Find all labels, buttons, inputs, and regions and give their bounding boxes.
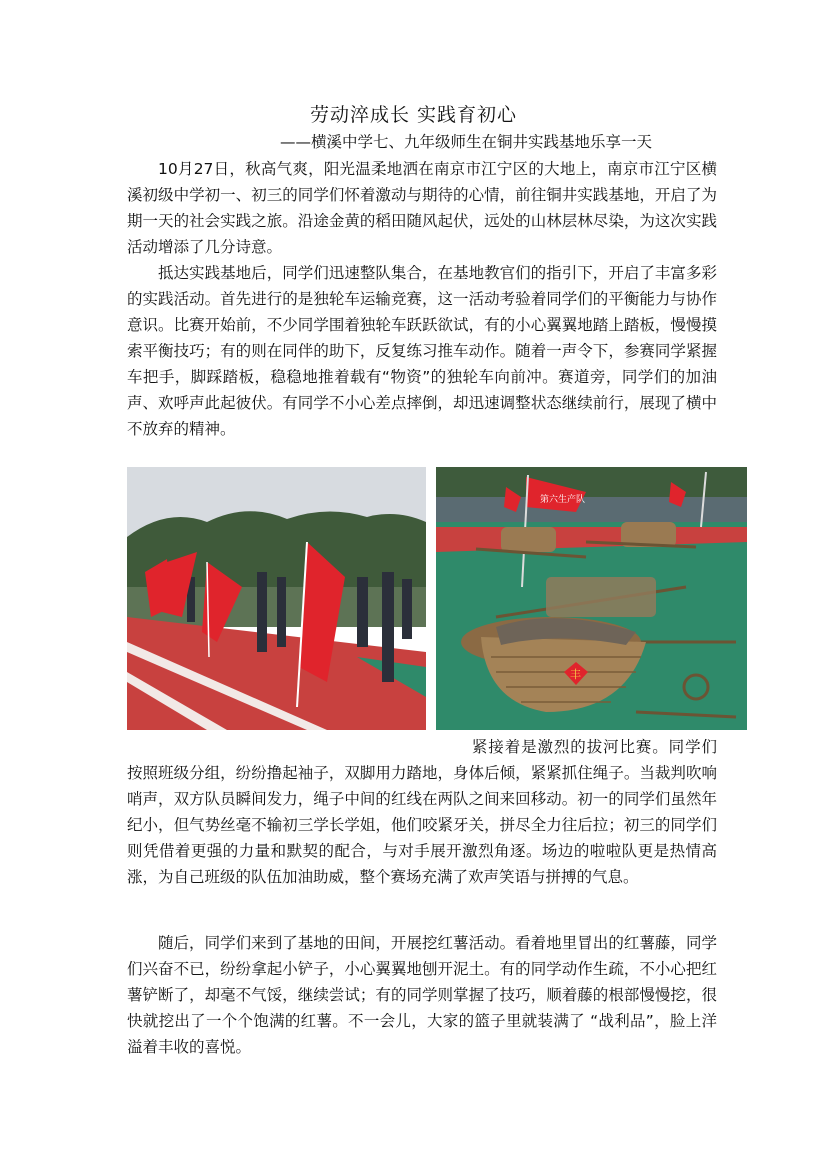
paragraph-intro: 10月27日，秋高气爽，阳光温柔地洒在南京市江宁区的大地上，南京市江宁区横溪初级中学初一、初三的同学们怀着激动与期待的心情，前往铜井实践基地，开启了为期一天的社会实践之旅。沿途金黄的稻田随风起伏，远处的山林层林尽染，为这次实践活动增添了几分诗意。 <box>127 160 717 256</box>
photo-flag-team <box>127 467 426 730</box>
paragraph-sweet-potato: 随后，同学们来到了基地的田间，开展挖红薯活动。看着地里冒出的红薯藤，同学们兴奋不已，纷纷拿起小铲子，小心翼翼地刨开泥土。有的同学动作生疏，不小心把红薯铲断了，却毫不气馁，继续尝试；有的同学则掌握了技巧，顺着藤的根部慢慢挖，很快就挖出了一个个饱满的红薯。不一会儿，大家的篮子里就装满了 “战利品”，脸上洋溢着丰收的喜悦。 <box>127 934 717 1056</box>
flag-text-label: 第六生产队 <box>540 495 586 505</box>
photo-wheelbarrow-carts <box>436 467 747 730</box>
paragraph-tug-of-war-text: 紧接着是激烈的拔河比赛。同学们按照班级分组，纷纷撸起袖子，双脚用力踏地，身体后倾，紧紧抓住绳子。当裁判吹响哨声，双方队员瞬间发力，绳子中间的红线在两队之间来回移动。初一的同学们虽然年纪小，但气势丝毫不输初三学长学姐，他们咬紧牙关，拼尽全力往后拉；初三的同学们则凭借着更强的力量和默契的配合，与对手展开激烈角逐。场边的啦啦队更是热情高涨，为自己班级的队伍加油助威，整个赛场充满了欢声笑语与拼搏的气息。 <box>127 738 717 886</box>
wheelbarrow-illustration <box>436 467 747 730</box>
page-title: 劳动淬成长 实践育初心 <box>309 104 518 126</box>
paragraph-wheelbarrow: 抵达实践基地后，同学们迅速整队集合，在基地教官们的指引下，开启了丰富多彩的实践活动。首先进行的是独轮车运输竞赛，这一活动考验着同学们的平衡能力与协作意识。比赛开始前，不少同学围着独轮车跃跃欲试，有的小心翼翼地踏上踏板，慢慢摸索平衡技巧；有的则在同伴的助下，反复练习推车动作。随着一声令下，参赛同学紧握车把手，脚踩踏板，稳稳地推着载有“物资”的独轮车向前冲。赛道旁，同学们的加油声、欢呼声此起彼伏。有同学不小心差点摔倒，却迅速调整状态继续前行，展现了横中不放弃的精神。 <box>127 264 717 438</box>
page-subtitle: ——横溪中学七、九年级师生在铜井实践基地乐享一天 <box>280 133 653 151</box>
flag-team-illustration <box>127 467 426 730</box>
paragraph-tug-of-war <box>127 734 717 890</box>
cart-label: 丰 <box>570 668 581 681</box>
